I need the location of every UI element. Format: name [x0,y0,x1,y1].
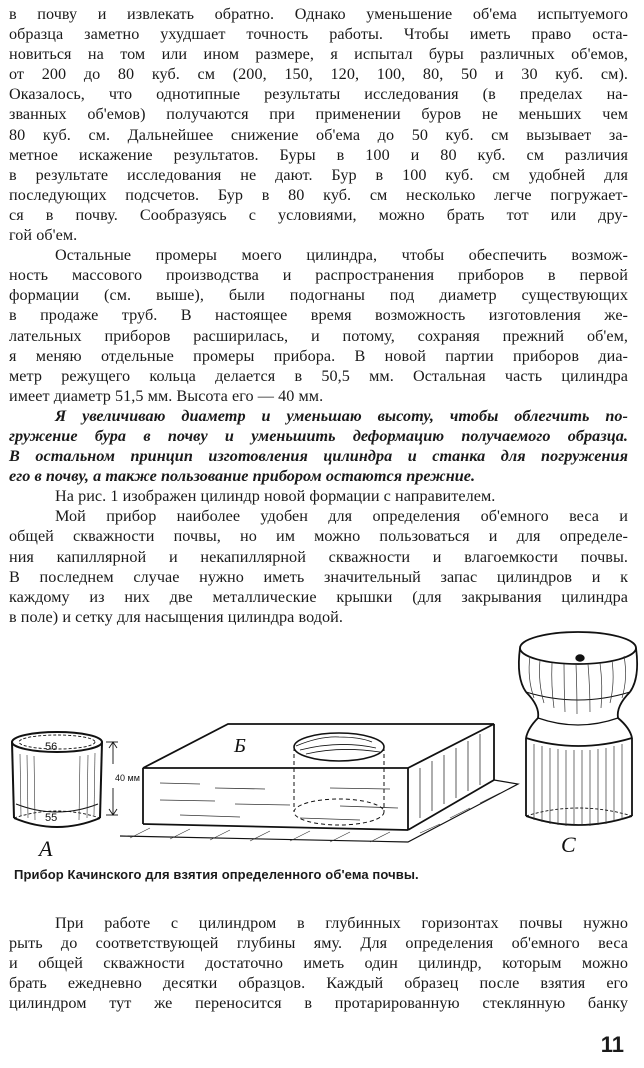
text-line: метное искажение результатов. Буры в 100 и 80 куб. см различия [9,145,628,164]
text-line: в почву и извлекать обратно. Однако уменьшение об'ема испытуемого [9,5,628,23]
figure-caption: Прибор Качинского для взятия определенного об'ема почвы. [14,867,419,882]
figure-illustration [0,628,644,868]
figure-label-a: А [39,836,53,861]
text-line: от 200 до 80 куб. см (200, 150, 120, 100, 80, 50 и 30 куб. см). [9,65,628,84]
text-line: его в почву, а также пользование прибором остаются прежние. [9,467,476,486]
text-line: ния капиллярной и некапиллярной скважности и влагоемкости почвы. [9,547,628,566]
figure-label-b: Б [234,735,246,757]
text-line: формации (см. выше), были подогнаны под диаметр существующих [9,286,628,305]
text-line: в продаже труб. В настоящее время возможность изготовления же- [9,306,628,325]
text-line: я меняю отдельные промеры прибора. В новой партии приборов диа- [9,346,628,365]
text-line: общей скважности почвы, но им можно пользоваться и для определе- [9,527,628,546]
dimension-bottom-diameter: 55 [45,812,58,824]
text-line: 80 куб. см. Дальнейшее снижение об'ема до 50 куб. см вызывает за- [9,125,628,144]
text-line: В остальном принцип изготовления цилиндра и станка для погружения [9,447,628,466]
text-line: лательных приборов расширилась, и потому, сохраняя прежний об'ем, [9,326,628,345]
paragraph [9,486,628,506]
dimension-top-diameter: 56 [45,741,58,753]
text-line: и общей скважности достаточно иметь один цилиндр, которым можно [9,954,628,973]
text-line: Остальные промеры моего цилиндра, чтобы обеспечить возмож- [55,246,628,265]
text-line: ся в почву. Сообразуясь с условиями, можно брать тот или дру- [9,205,628,224]
text-line: имеет диаметр 51,5 мм. Высота его — 40 мм. [9,386,324,405]
text-line: метр режущего кольца делается в 50,5 мм. Остальная часть цилиндра [9,366,628,385]
text-line: в результате исследования не дают. Бур в 100 куб. см удобней для [9,165,628,184]
text-line: Оказалось, что однотипные результаты исследования (в пределах на- [9,85,628,104]
paragraph-emphasis [9,406,628,486]
text-line: брать ежедневно десятки образцов. Каждый образец после взятия его [9,974,628,993]
figure-label-c: С [561,832,576,857]
text-line: ность массового производства и распространения приборов в первой [9,266,628,285]
text-block-top [9,4,628,627]
text-line: цилиндром тут же переносится в протарированную стеклянную банку [9,994,628,1013]
text-line: При работе с цилиндром в глубинных горизонтах почвы нужно [55,914,628,932]
text-block-bottom [9,913,628,1013]
text-line: в поле) и сетку для насыщения цилиндра водой. [9,607,343,626]
block-b-drawing [120,724,518,842]
text-line: На рис. 1 изображен цилиндр новой формации с направителем. [55,487,496,506]
text-line: Мой прибор наиболее удобен для определения об'емного веса и [55,507,628,526]
figure-drawing [0,628,644,868]
cylinder-c-drawing [519,632,637,826]
text-line: гружение бура в почву и уменьшить деформацию получаемого образца. [9,426,628,445]
text-line: Я увеличиваю диаметр и уменьшаю высоту, чтобы облегчить по- [55,406,628,425]
text-line: новиться на том или ином размере, я испытал буры различных об'емов, [9,45,628,64]
text-line: В последнем случае нужно иметь значительный запас цилиндров и к [9,567,628,586]
paragraph [9,4,628,245]
cylinder-a-drawing [12,732,118,827]
page-number: 11 [600,1032,624,1057]
text-line: рыть до соответствующей глубины яму. Для определения об'емного веса [9,934,628,953]
dimension-height: 40 мм [115,773,140,783]
text-line: гой об'ем. [9,226,78,245]
paragraph [9,913,628,1013]
text-line: званных об'емов) получаются при применении буров не меньших чем [9,105,628,124]
paragraph [9,245,628,406]
text-line: последующих подсчетов. Бур в 80 куб. см несколько легче погружает- [9,185,628,204]
text-line: образца заметно ухудшает точность работы. Чтобы иметь право оста- [9,25,628,44]
text-line: каждому из них две металлические крышки (для закрывания цилиндра [9,587,628,606]
paragraph [9,506,628,627]
